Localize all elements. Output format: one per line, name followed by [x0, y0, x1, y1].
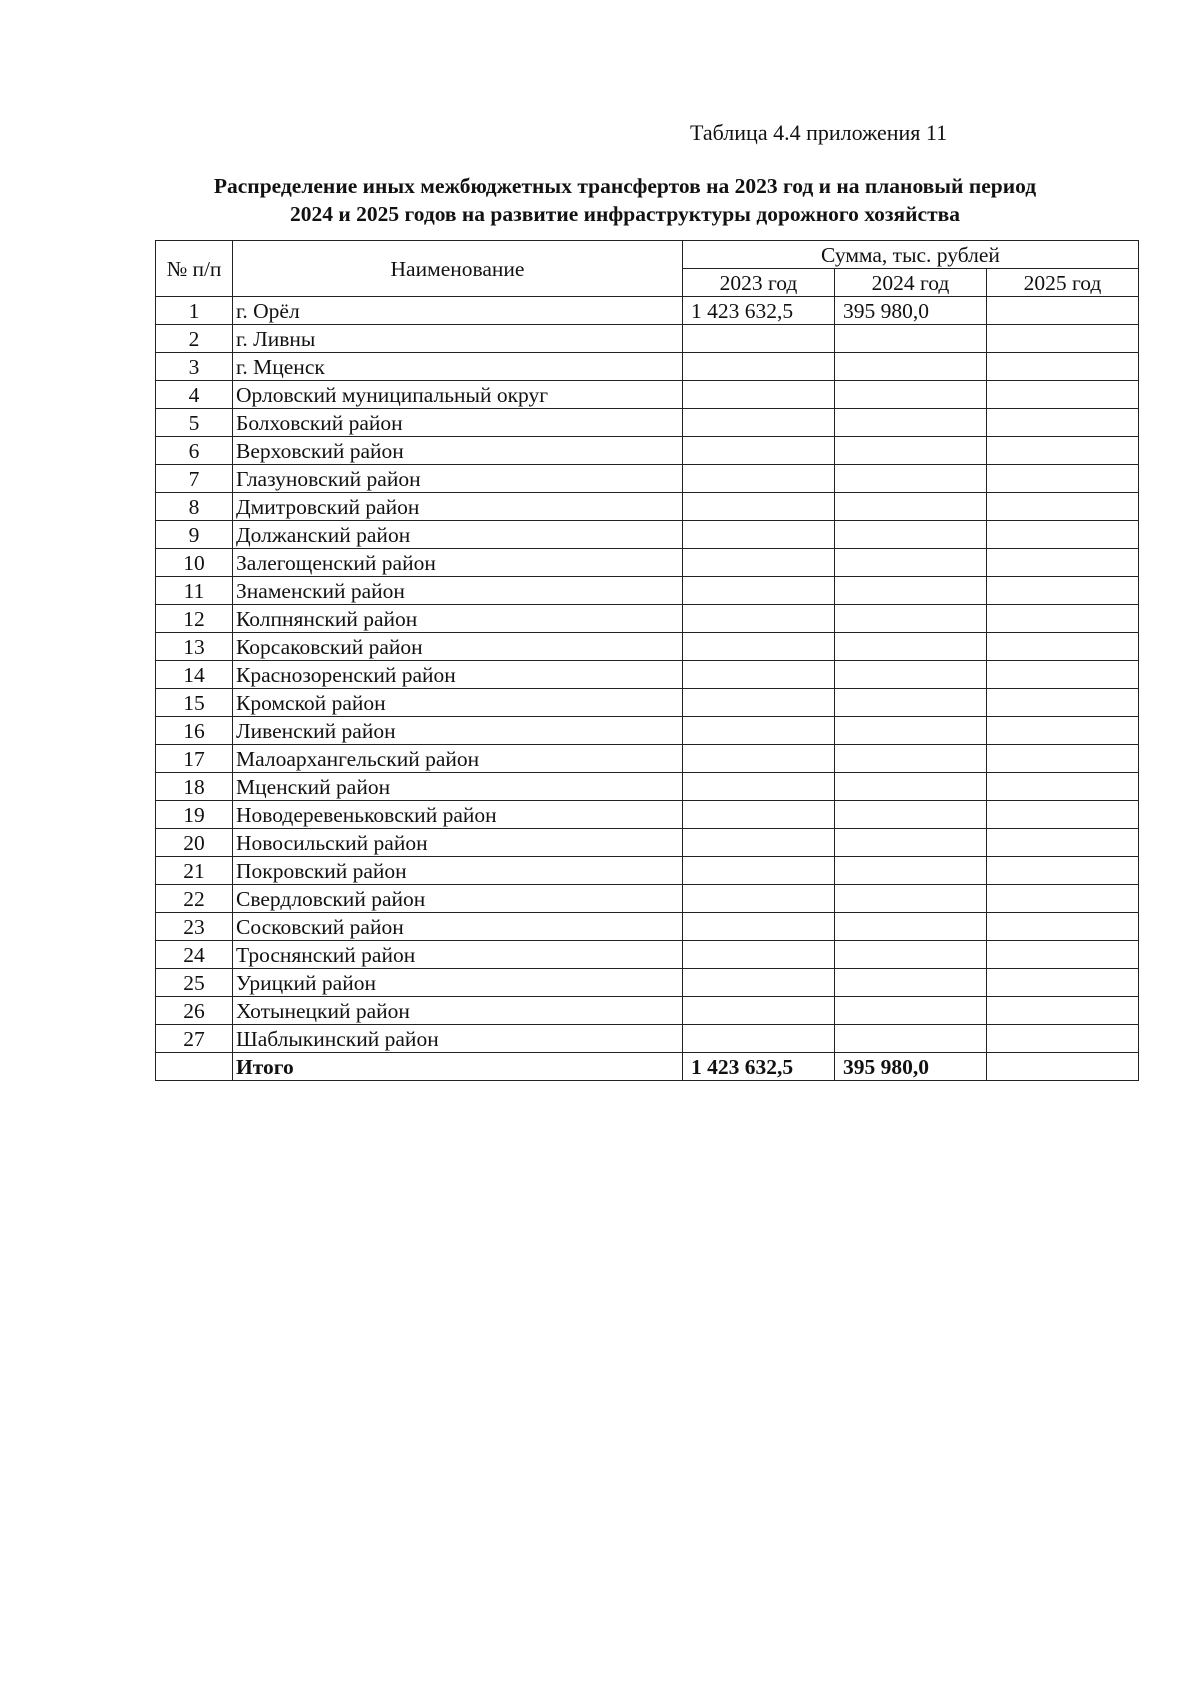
- row-value-2023: [683, 717, 835, 745]
- row-number: 21: [156, 857, 233, 885]
- row-number: 3: [156, 353, 233, 381]
- row-value-2025: [987, 885, 1139, 913]
- row-number: 22: [156, 885, 233, 913]
- table-row: [156, 997, 1139, 1025]
- row-value-2025: [987, 465, 1139, 493]
- row-value-2023: [683, 913, 835, 941]
- total-value-2023: 1 423 632,5: [683, 1053, 835, 1081]
- row-value-2023: [683, 409, 835, 437]
- row-number: 17: [156, 745, 233, 773]
- header-year-2023: 2023 год: [683, 269, 835, 297]
- row-value-2024: [835, 605, 987, 633]
- table-row: [156, 493, 1139, 521]
- row-value-2024: [835, 493, 987, 521]
- row-value-2025: [987, 325, 1139, 353]
- row-value-2023: [683, 801, 835, 829]
- row-number: 25: [156, 969, 233, 997]
- row-number: 8: [156, 493, 233, 521]
- table-row: [156, 297, 1139, 325]
- row-name: Свердловский район: [233, 885, 683, 913]
- row-number: 13: [156, 633, 233, 661]
- row-value-2023: [683, 1025, 835, 1053]
- row-name: Колпнянский район: [233, 605, 683, 633]
- row-value-2025: [987, 381, 1139, 409]
- row-name: Дмитровский район: [233, 493, 683, 521]
- row-value-2024: [835, 969, 987, 997]
- row-name: Залегощенский район: [233, 549, 683, 577]
- row-name: Троснянский район: [233, 941, 683, 969]
- row-value-2023: [683, 633, 835, 661]
- row-number: 6: [156, 437, 233, 465]
- row-value-2024: [835, 717, 987, 745]
- row-value-2023: [683, 577, 835, 605]
- row-value-2024: [835, 409, 987, 437]
- total-number-cell: [156, 1053, 233, 1081]
- row-value-2023: [683, 465, 835, 493]
- row-value-2024: [835, 857, 987, 885]
- row-value-2025: [987, 661, 1139, 689]
- total-value-2024: 395 980,0: [835, 1053, 987, 1081]
- row-value-2024: [835, 381, 987, 409]
- row-value-2025: [987, 717, 1139, 745]
- table-row: [156, 1025, 1139, 1053]
- row-value-2024: 395 980,0: [835, 297, 987, 325]
- row-value-2025: [987, 829, 1139, 857]
- header-sum: Сумма, тыс. рублей: [683, 241, 1139, 269]
- row-value-2024: [835, 549, 987, 577]
- row-value-2025: [987, 577, 1139, 605]
- row-name: Болховский район: [233, 409, 683, 437]
- table-row: [156, 353, 1139, 381]
- table-row: [156, 913, 1139, 941]
- document-title: [150, 172, 1100, 228]
- table-row: [156, 829, 1139, 857]
- row-value-2024: [835, 521, 987, 549]
- row-value-2024: [835, 353, 987, 381]
- row-name: Кромской район: [233, 689, 683, 717]
- row-name: Знаменский район: [233, 577, 683, 605]
- table-row: [156, 857, 1139, 885]
- row-value-2023: [683, 885, 835, 913]
- row-value-2025: [987, 941, 1139, 969]
- row-value-2023: [683, 773, 835, 801]
- row-value-2025: [987, 969, 1139, 997]
- row-name: г. Мценск: [233, 353, 683, 381]
- table-row: [156, 773, 1139, 801]
- row-number: 1: [156, 297, 233, 325]
- row-value-2023: [683, 997, 835, 1025]
- header-year-2024: 2024 год: [835, 269, 987, 297]
- row-name: Краснозоренский район: [233, 661, 683, 689]
- table-row: [156, 661, 1139, 689]
- table-row: [156, 969, 1139, 997]
- row-number: 20: [156, 829, 233, 857]
- row-value-2023: [683, 969, 835, 997]
- row-name: г. Орёл: [233, 297, 683, 325]
- header-year-2025: 2025 год: [987, 269, 1139, 297]
- row-name: Новодеревеньковский район: [233, 801, 683, 829]
- row-number: 19: [156, 801, 233, 829]
- row-name: Урицкий район: [233, 969, 683, 997]
- table-row: [156, 689, 1139, 717]
- row-name: Ливенский район: [233, 717, 683, 745]
- row-value-2024: [835, 913, 987, 941]
- row-value-2025: [987, 353, 1139, 381]
- total-row: [156, 1053, 1139, 1081]
- table-row: [156, 941, 1139, 969]
- row-value-2025: [987, 605, 1139, 633]
- row-number: 9: [156, 521, 233, 549]
- row-value-2024: [835, 997, 987, 1025]
- row-value-2025: [987, 409, 1139, 437]
- row-name: Покровский район: [233, 857, 683, 885]
- transfers-table: [155, 240, 1139, 1081]
- row-value-2023: [683, 857, 835, 885]
- row-value-2023: 1 423 632,5: [683, 297, 835, 325]
- row-name: Должанский район: [233, 521, 683, 549]
- row-number: 18: [156, 773, 233, 801]
- row-value-2024: [835, 829, 987, 857]
- row-value-2025: [987, 913, 1139, 941]
- row-value-2025: [987, 297, 1139, 325]
- table-row: [156, 549, 1139, 577]
- row-value-2023: [683, 661, 835, 689]
- row-number: 11: [156, 577, 233, 605]
- row-number: 27: [156, 1025, 233, 1053]
- row-number: 26: [156, 997, 233, 1025]
- row-value-2024: [835, 661, 987, 689]
- row-value-2023: [683, 689, 835, 717]
- row-value-2024: [835, 689, 987, 717]
- row-value-2024: [835, 801, 987, 829]
- row-number: 15: [156, 689, 233, 717]
- row-name: Орловский муниципальный округ: [233, 381, 683, 409]
- row-value-2023: [683, 437, 835, 465]
- total-value-2025: [987, 1053, 1139, 1081]
- row-number: 14: [156, 661, 233, 689]
- row-value-2024: [835, 325, 987, 353]
- table-row: [156, 745, 1139, 773]
- table-row: [156, 605, 1139, 633]
- row-number: 2: [156, 325, 233, 353]
- row-number: 24: [156, 941, 233, 969]
- row-value-2023: [683, 829, 835, 857]
- row-value-2025: [987, 521, 1139, 549]
- row-number: 5: [156, 409, 233, 437]
- row-value-2023: [683, 493, 835, 521]
- row-value-2025: [987, 801, 1139, 829]
- row-value-2023: [683, 325, 835, 353]
- table-row: [156, 521, 1139, 549]
- row-number: 10: [156, 549, 233, 577]
- row-value-2025: [987, 745, 1139, 773]
- row-value-2024: [835, 633, 987, 661]
- row-value-2025: [987, 857, 1139, 885]
- row-name: Корсаковский район: [233, 633, 683, 661]
- row-value-2023: [683, 381, 835, 409]
- row-value-2024: [835, 885, 987, 913]
- row-value-2023: [683, 353, 835, 381]
- document-title-line-2: 2024 и 2025 годов на развитие инфраструктуры дорожного хозяйства: [289, 202, 961, 226]
- document-title-line-1: Распределение иных межбюджетных трансфертов на 2023 год и на плановый период: [213, 174, 1037, 198]
- row-name: Глазуновский район: [233, 465, 683, 493]
- table-row: [156, 325, 1139, 353]
- row-value-2024: [835, 437, 987, 465]
- row-name: Новосильский район: [233, 829, 683, 857]
- table-header: [156, 241, 1139, 297]
- row-value-2025: [987, 549, 1139, 577]
- row-value-2024: [835, 941, 987, 969]
- table-row: [156, 381, 1139, 409]
- row-value-2024: [835, 773, 987, 801]
- total-label: Итого: [233, 1053, 683, 1081]
- row-value-2024: [835, 465, 987, 493]
- row-value-2023: [683, 521, 835, 549]
- row-number: 12: [156, 605, 233, 633]
- table-row: [156, 801, 1139, 829]
- header-name: Наименование: [233, 241, 683, 297]
- row-number: 4: [156, 381, 233, 409]
- table-row: [156, 885, 1139, 913]
- row-value-2023: [683, 745, 835, 773]
- row-name: г. Ливны: [233, 325, 683, 353]
- table-body: [156, 297, 1139, 1081]
- row-name: Хотынецкий район: [233, 997, 683, 1025]
- row-value-2023: [683, 549, 835, 577]
- row-name: Шаблыкинский район: [233, 1025, 683, 1053]
- row-value-2024: [835, 1025, 987, 1053]
- row-number: 16: [156, 717, 233, 745]
- table-row: [156, 717, 1139, 745]
- row-value-2025: [987, 773, 1139, 801]
- row-value-2025: [987, 689, 1139, 717]
- row-value-2025: [987, 493, 1139, 521]
- row-name: Мценский район: [233, 773, 683, 801]
- header-num: № п/п: [156, 241, 233, 297]
- table-row: [156, 465, 1139, 493]
- row-value-2023: [683, 605, 835, 633]
- row-number: 7: [156, 465, 233, 493]
- table-row: [156, 409, 1139, 437]
- row-name: Верховский район: [233, 437, 683, 465]
- row-name: Малоархангельский район: [233, 745, 683, 773]
- row-value-2023: [683, 941, 835, 969]
- row-name: Сосковский район: [233, 913, 683, 941]
- row-value-2025: [987, 1025, 1139, 1053]
- table-row: [156, 633, 1139, 661]
- row-value-2025: [987, 633, 1139, 661]
- row-number: 23: [156, 913, 233, 941]
- table-caption: Таблица 4.4 приложения 11: [690, 120, 948, 145]
- row-value-2025: [987, 997, 1139, 1025]
- table-row: [156, 577, 1139, 605]
- row-value-2024: [835, 577, 987, 605]
- row-value-2025: [987, 437, 1139, 465]
- table-row: [156, 437, 1139, 465]
- row-value-2024: [835, 745, 987, 773]
